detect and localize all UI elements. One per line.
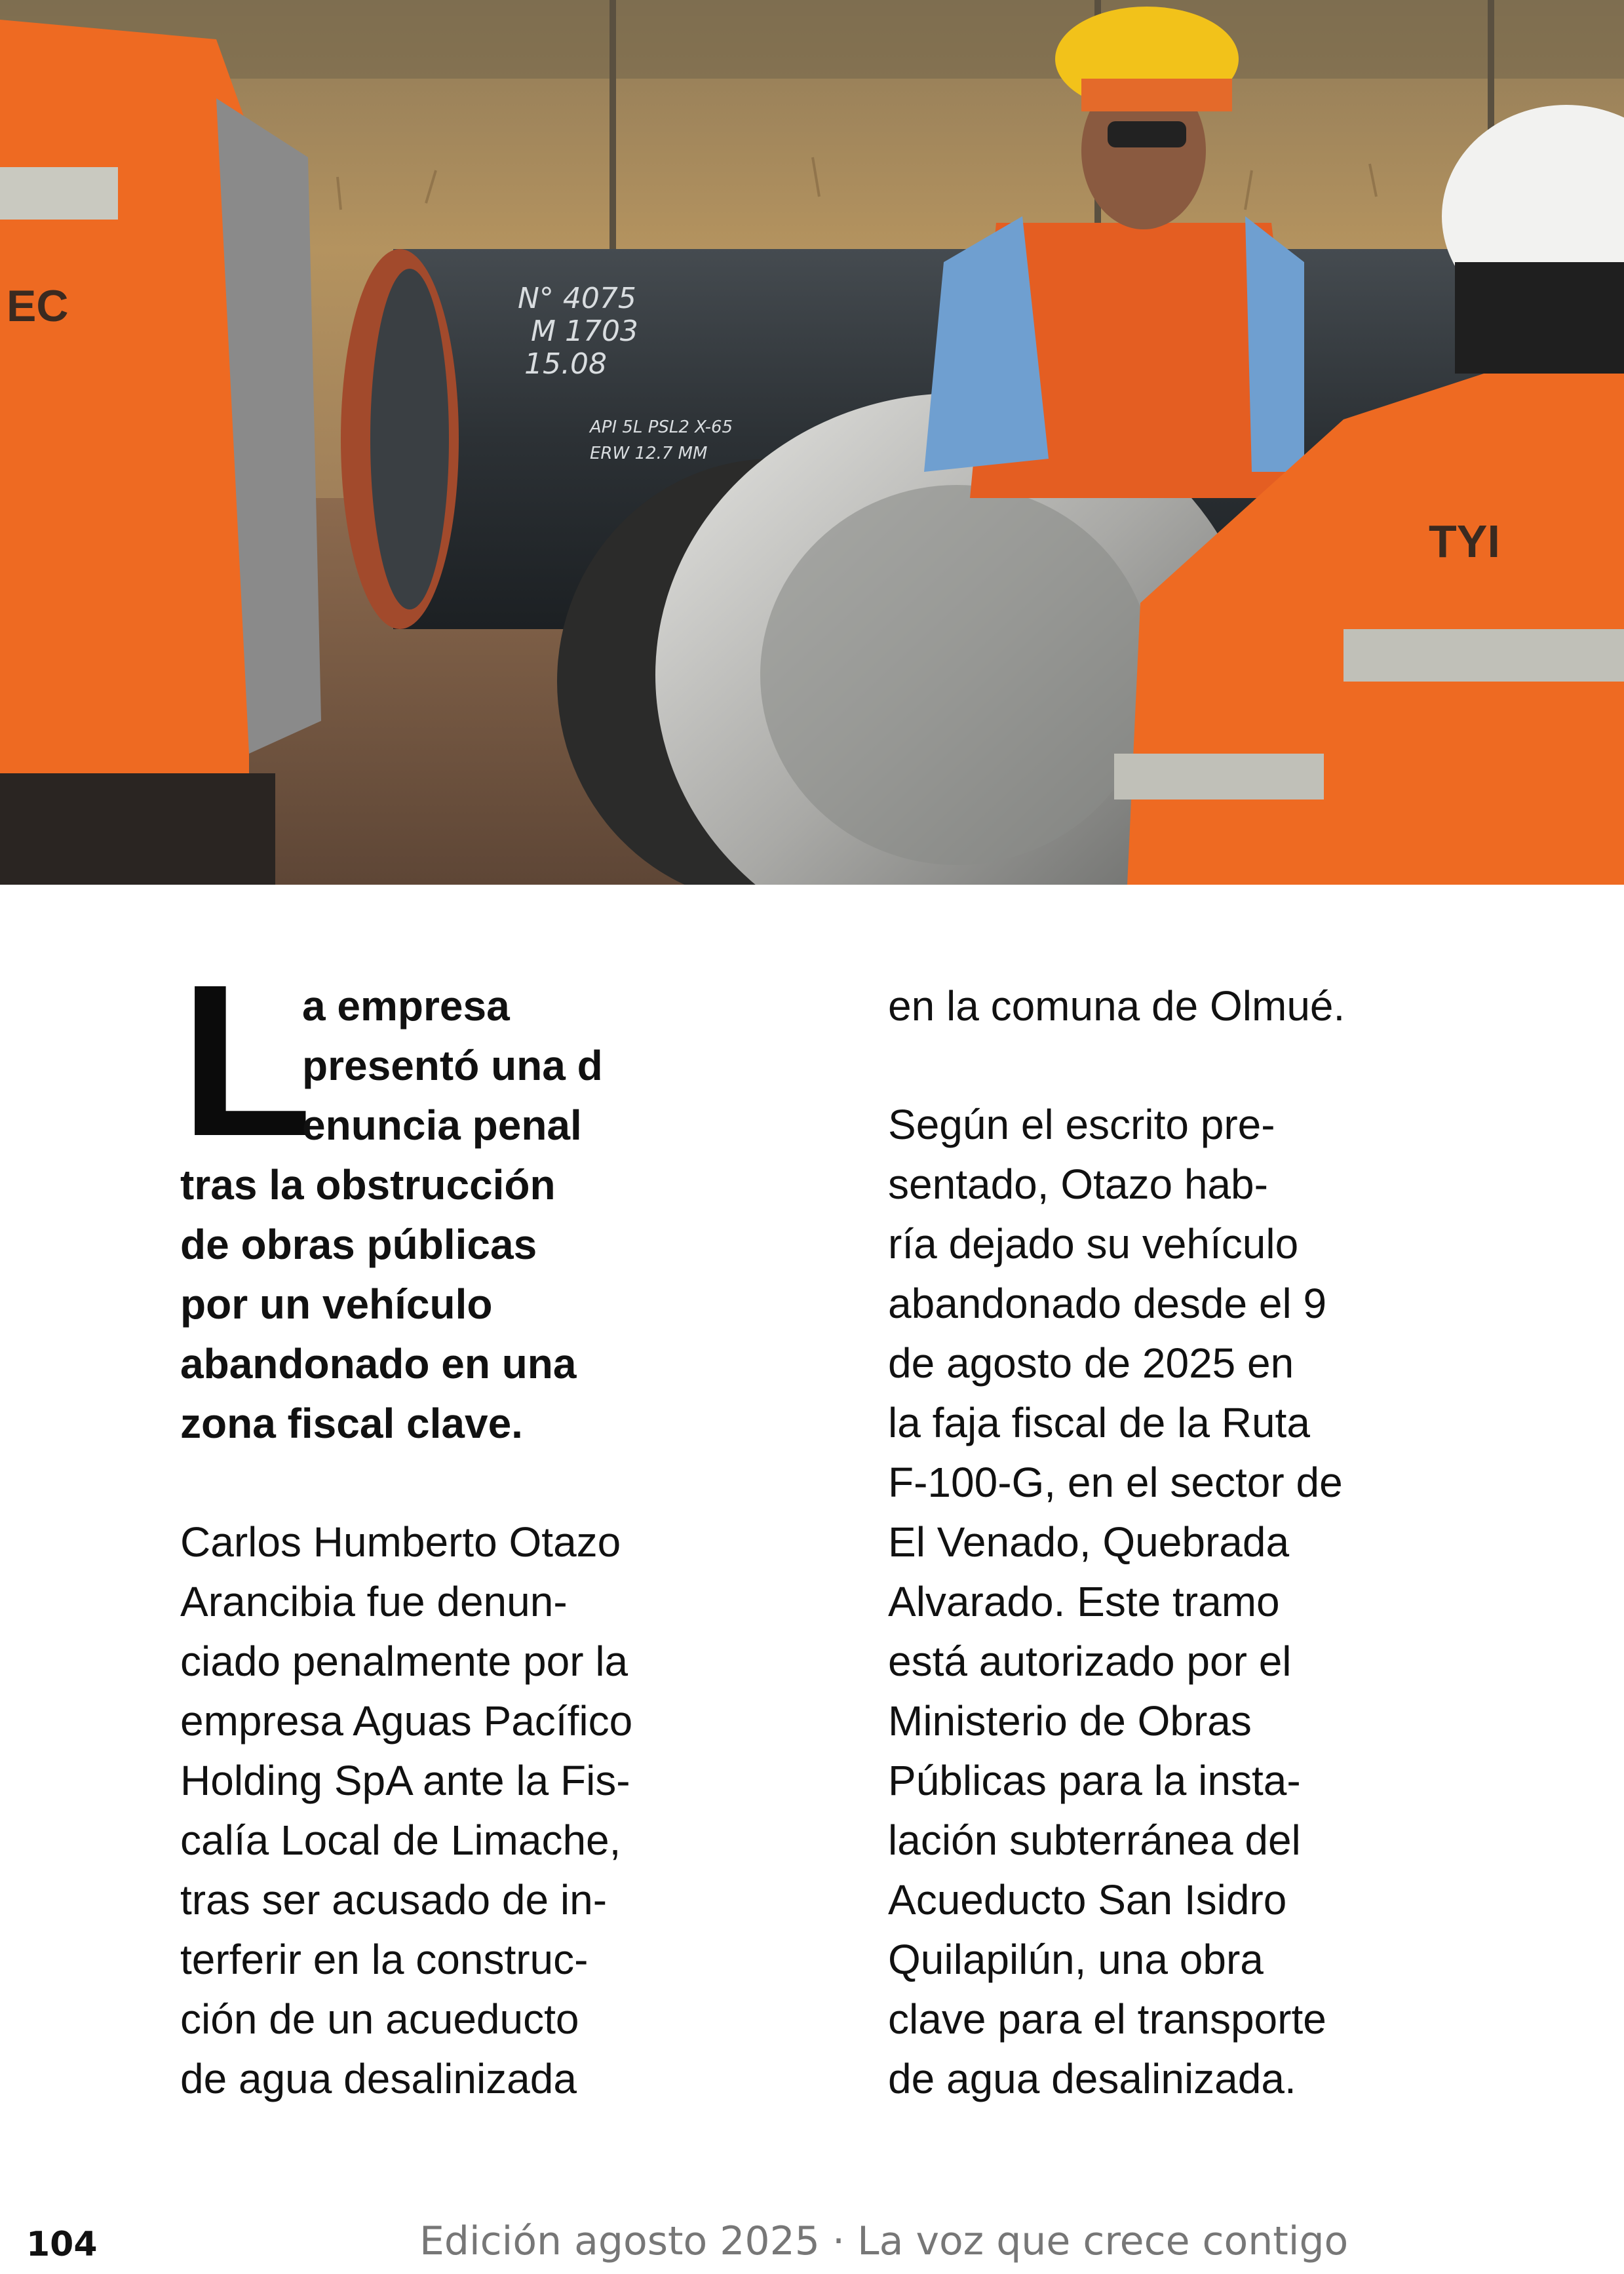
- pipe-marking: 15.08: [524, 347, 607, 381]
- article-column-left: [180, 939, 731, 2109]
- body-paragraph-1-continued: en la comuna de Olmué.: [888, 982, 1345, 1030]
- construction-workers-pipeline-photo: [0, 0, 1624, 885]
- svg-text:M 1703: M 1703: [531, 315, 638, 348]
- svg-text:ERW 12.7 MM: ERW 12.7 MM: [590, 444, 708, 463]
- vest-text: EC: [7, 281, 69, 331]
- svg-text:N° 4075: N° 4075: [518, 282, 636, 315]
- body-paragraph-1: Carlos Humberto Otazo Arancibia fue denun- ciado penalmente por la empresa Aguas Pacífico Holding SpA ante la Fis- calía Local de Limache, tras ser acusado de in- terferir en la construc- ción de un acueducto de agua desalinizada: [180, 1518, 633, 2102]
- article-column-right: [888, 976, 1498, 2109]
- edition-footer: Edición agosto 2025 · La voz que crece contigo: [419, 2218, 1349, 2264]
- lead-paragraph: a empresa presentó una d enuncia penal tras la obstrucción de obras públicas por un vehículo abandonado en una zona fiscal clave.: [180, 982, 603, 1447]
- body-paragraph-2: Según el escrito pre- sentado, Otazo hab- ría dejado su vehículo abandonado desde el 9 de agosto de 2025 en la faja fiscal de la Ruta F-100-G, en el sector de El Venado, Quebrada Alvarado. Este tramo está autorizado por el Ministerio de Obras Públicas para la insta- lación subterránea del Acueducto San Isidro Quilapilún, una obra clave para el transporte de agua desalinizada.: [888, 1101, 1343, 2102]
- svg-text:API 5L PSL2 X-65: API 5L PSL2 X-65: [590, 417, 733, 437]
- drop-cap: L: [180, 939, 313, 1181]
- header-photo: [0, 0, 1624, 885]
- page-number: 104: [26, 2225, 98, 2264]
- jacket-text: TYI: [1429, 516, 1500, 567]
